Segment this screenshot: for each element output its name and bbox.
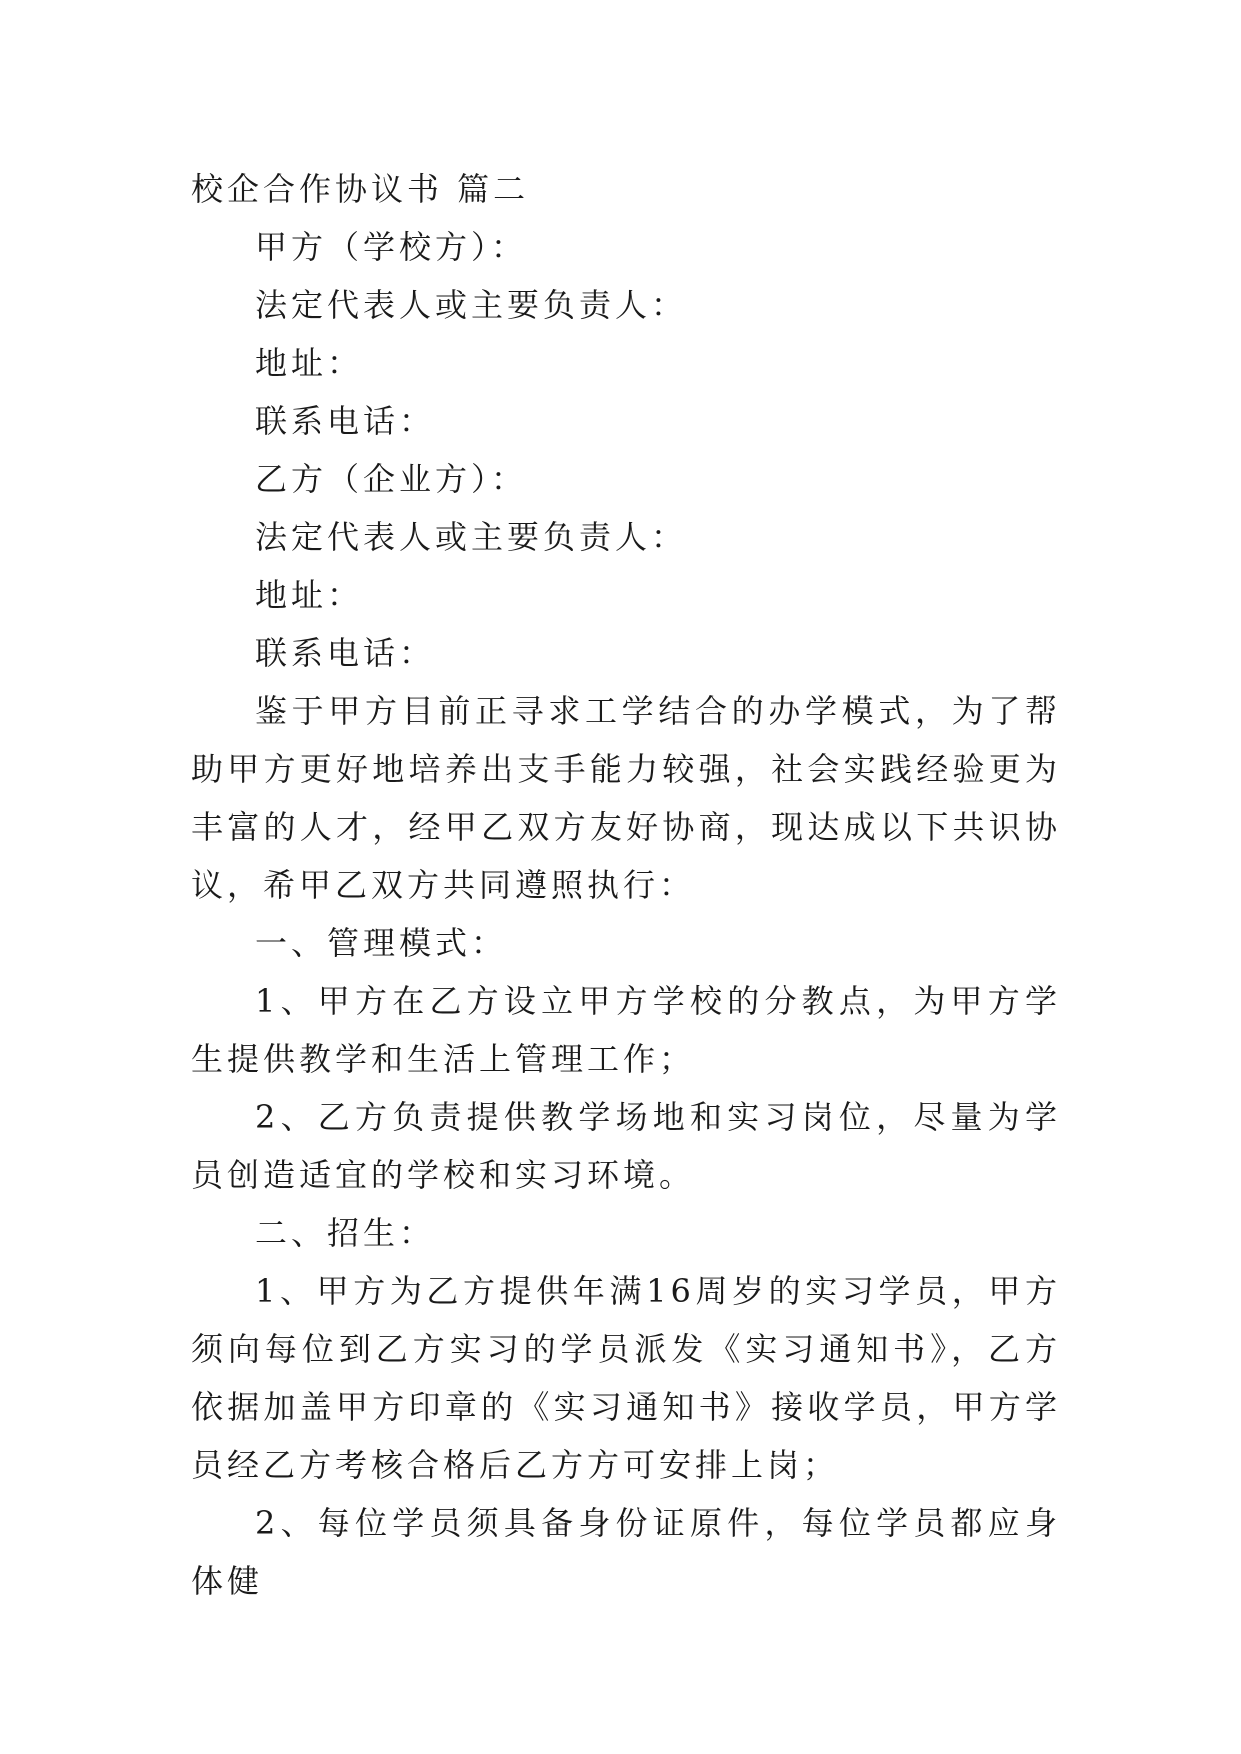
- party-a-address: 地址：: [255, 344, 364, 382]
- party-b-label: 乙方（企业方）：: [255, 460, 528, 498]
- party-a-representative: 法定代表人或主要负责人：: [255, 286, 688, 324]
- section-2-item-2: 2、每位学员须具备身份证原件，每位学员都应身体健: [191, 1504, 1061, 1600]
- document-body: [191, 160, 1061, 1610]
- section-1-heading: 一、管理模式：: [255, 924, 508, 962]
- section-2-item-1: 1、甲方为乙方提供年满16周岁的实习学员，甲方须向每位到乙方实习的学员派发《实习通知书》，乙方依据加盖甲方印章的《实习通知书》接收学员，甲方学员经乙方考核合格后乙方方可安排上岗；: [191, 1272, 1061, 1484]
- section-2-heading: 二、招生：: [255, 1214, 436, 1252]
- document-title: 校企合作协议书 篇二: [191, 170, 530, 208]
- party-b-address: 地址：: [255, 576, 364, 614]
- party-a-phone: 联系电话：: [255, 402, 436, 440]
- preamble-paragraph: 鉴于甲方目前正寻求工学结合的办学模式，为了帮助甲方更好地培养出支手能力较强，社会实践经验更为丰富的人才，经甲乙双方友好协商，现达成以下共识协议，希甲乙双方共同遵照执行：: [191, 692, 1061, 904]
- party-b-phone: 联系电话：: [255, 634, 436, 672]
- section-1-item-1: 1、甲方在乙方设立甲方学校的分教点，为甲方学生提供教学和生活上管理工作；: [191, 982, 1061, 1078]
- party-b-representative: 法定代表人或主要负责人：: [255, 518, 688, 556]
- section-1-item-2: 2、乙方负责提供教学场地和实习岗位，尽量为学员创造适宜的学校和实习环境。: [191, 1098, 1061, 1194]
- party-a-label: 甲方（学校方）：: [255, 228, 528, 266]
